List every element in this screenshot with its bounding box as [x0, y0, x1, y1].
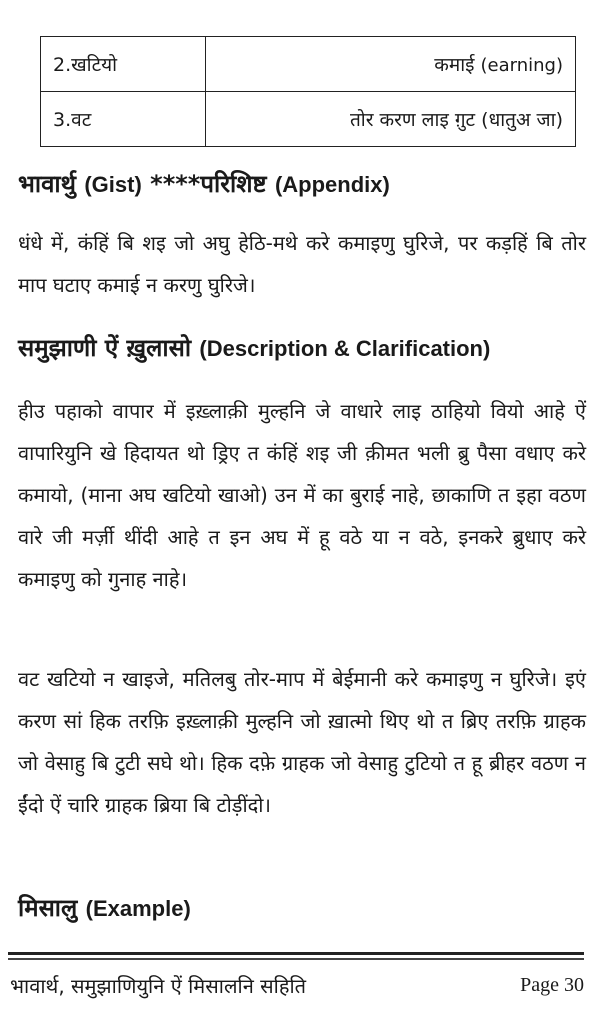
example-heading-sd: मिसालु	[18, 894, 78, 922]
meaning-text: कमाई	[434, 54, 475, 76]
gist-heading-sd: भावार्थु	[18, 170, 76, 198]
term-cell: 3.वट	[41, 92, 206, 147]
gist-heading-en: (Gist)	[84, 172, 142, 197]
description-heading-sd: समुझाणी ऐं ख़ुलासो	[18, 334, 192, 362]
example-heading-en: (Example)	[85, 896, 191, 921]
table-row	[41, 37, 576, 92]
footer-divider	[8, 952, 584, 955]
footer-title: भावार्थ, समुझाणियुनि ऐं मिसालनि सहिति	[10, 974, 307, 998]
appendix-heading-en: (Appendix)	[274, 172, 390, 197]
meaning-gloss: (earning)	[480, 55, 563, 76]
description-paragraph-1: हीउ पहाको वापार में इख़्लाक़ी मुल्हनि जे वाधारे लाइ ठाहियो वियो आहे ऐं वापारियुनि खे हिदायत थो ड्रिए त कंहिं शइ जी क़ीमत भली ब्रु पैसा वधाए करे कमायो, (माना अघ खटियो खाओ) उन में का बुराई नाहे, छाकाणि त इहा वठण वारे जी मर्ज़ी थींदी आहे त इन अघ में हू वठे या न वठे, इनकरे ब्रुधाए करे कमाइणु को गुनाह नाहे।	[18, 399, 586, 591]
meaning-cell	[206, 37, 576, 92]
gist-text: धंधे में, कंहिं बि शइ जो अघु हेठि-मथे करे कमाइणु घुरिजे, पर कड़हिं बि तोर माप घटाए कमाई न करणु घुरिजे।	[18, 231, 586, 297]
table-row	[41, 92, 576, 147]
meaning-cell	[206, 92, 576, 147]
footer-divider-thin	[8, 958, 584, 960]
description-paragraph-2: वट खटियो न खाइजे, मतिलबु तोर-माप में बेईमानी करे कमाइणु न घुरिजे। इएं करण सां हिक तरफ़ि इख़्लाक़ी मुल्हनि जो ख़ात्मो थिए थो त ब्रिए तरफ़ि ग्राहक जो वेसाहु बि टुटी सघे थो। हिक दफ़े ग्राहक जो वेसाहु टुटियो त हू ब्रीहर वठण न ईंदो ऐं चारि ग्राहक ब्रिया बि टोड़ींदो।	[18, 667, 586, 817]
appendix-prefix: ****परिशिष्ट	[150, 170, 267, 198]
description-heading-en: (Description & Clarification)	[199, 336, 491, 361]
gist-heading	[18, 172, 390, 196]
page-number: Page 30	[520, 974, 584, 996]
example-heading	[18, 896, 191, 920]
description-heading	[18, 336, 490, 360]
meaning-text: तोर करण लाइ ग़ुट (धातुअ जा)	[349, 109, 563, 131]
vocabulary-table	[40, 36, 576, 147]
term-cell: 2.खटियो	[41, 37, 206, 92]
